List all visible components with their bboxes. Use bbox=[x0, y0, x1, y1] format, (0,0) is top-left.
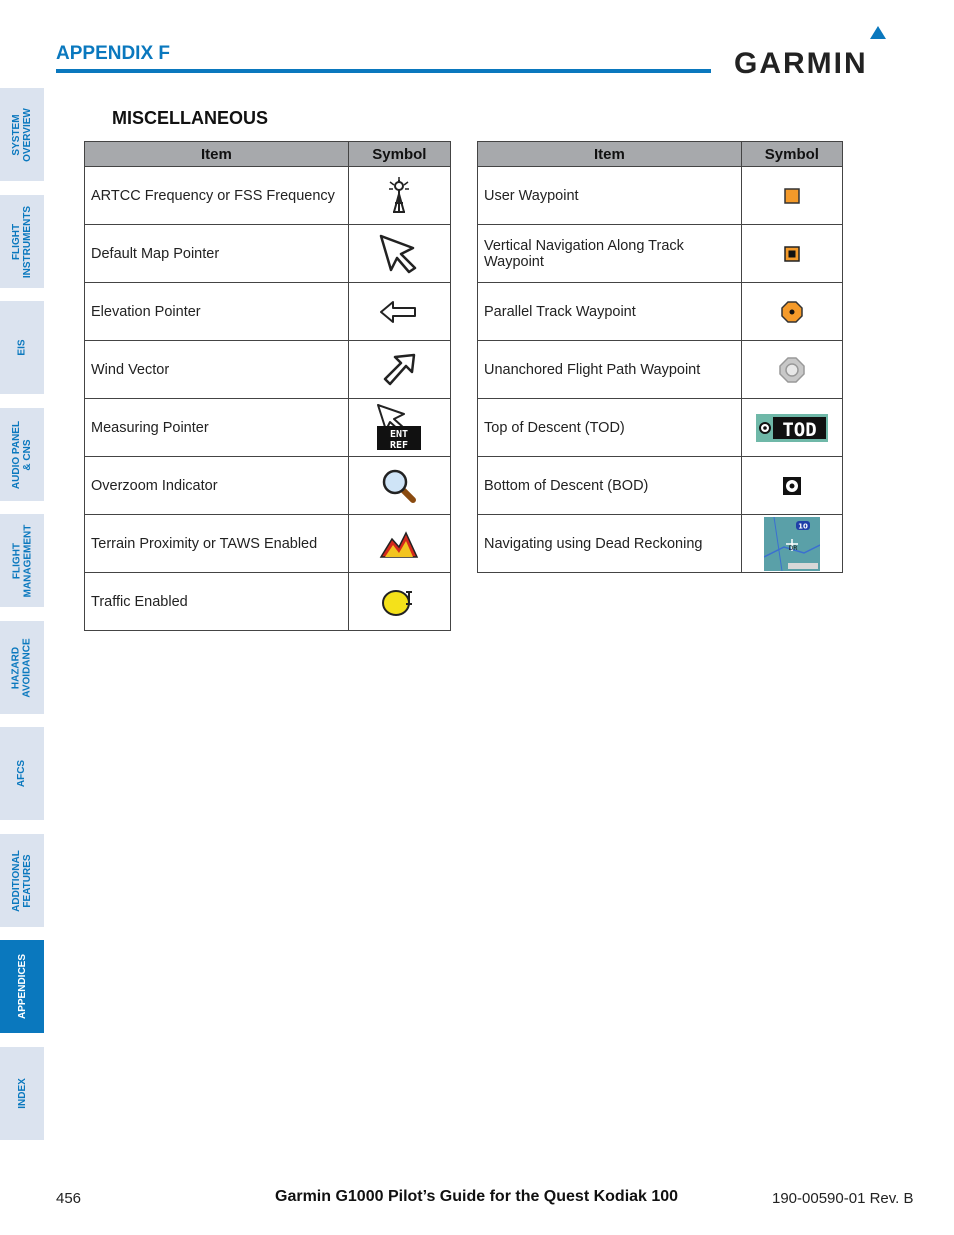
document-number: 190-00590-01 Rev. B bbox=[772, 1190, 914, 1207]
item-label: Top of Descent (TOD) bbox=[478, 399, 742, 457]
column-header-symbol: Symbol bbox=[348, 142, 450, 167]
table-row bbox=[478, 167, 843, 225]
tab-index[interactable]: INDEX bbox=[0, 1047, 44, 1140]
item-label: Parallel Track Waypoint bbox=[478, 283, 742, 341]
item-label: Traffic Enabled bbox=[85, 573, 349, 631]
svg-text:DR: DR bbox=[788, 544, 798, 552]
map-pointer-arrow-icon bbox=[377, 234, 421, 274]
table-row bbox=[85, 341, 451, 399]
section-heading: MISCELLANEOUS bbox=[112, 108, 269, 128]
header-rule bbox=[56, 69, 711, 73]
garmin-logo-triangle bbox=[870, 26, 886, 39]
terrain-mountain-icon bbox=[379, 529, 419, 559]
table-row bbox=[478, 515, 843, 573]
table-row bbox=[478, 225, 843, 283]
table-row bbox=[478, 399, 843, 457]
column-header-symbol: Symbol bbox=[741, 142, 842, 167]
item-label: ARTCC Frequency or FSS Frequency bbox=[85, 167, 349, 225]
item-label: Bottom of Descent (BOD) bbox=[478, 457, 742, 515]
item-label: Measuring Pointer bbox=[85, 399, 349, 457]
table-row bbox=[478, 283, 843, 341]
table-row bbox=[85, 225, 451, 283]
tab-flight-management[interactable]: FLIGHT MANAGEMENT bbox=[0, 514, 44, 607]
table-row bbox=[478, 457, 843, 515]
measuring-pointer-icon bbox=[374, 404, 424, 452]
svg-text:TOD: TOD bbox=[782, 418, 817, 441]
item-label: Default Map Pointer bbox=[85, 225, 349, 283]
table-header-row bbox=[478, 142, 843, 167]
item-label: Elevation Pointer bbox=[85, 283, 349, 341]
table-row bbox=[85, 457, 451, 515]
garmin-logo bbox=[734, 26, 900, 76]
table-row bbox=[478, 341, 843, 399]
svg-text:10: 10 bbox=[797, 522, 808, 530]
item-label: Wind Vector bbox=[85, 341, 349, 399]
column-header-item: Item bbox=[478, 142, 742, 167]
item-label: User Waypoint bbox=[478, 167, 742, 225]
top-of-descent-icon bbox=[756, 414, 828, 442]
column-header-item: Item bbox=[85, 142, 349, 167]
item-label: Unanchored Flight Path Waypoint bbox=[478, 341, 742, 399]
item-label: Navigating using Dead Reckoning bbox=[478, 515, 742, 573]
appendix-title: APPENDIX F bbox=[56, 43, 171, 64]
page-number: 456 bbox=[56, 1190, 82, 1207]
magnifier-icon bbox=[380, 467, 418, 505]
garmin-logo-text: GARMIN bbox=[734, 47, 868, 76]
item-label: Vertical Navigation Along Track Waypoint bbox=[478, 225, 742, 283]
tab-flight-instruments[interactable]: FLIGHT INSTRUMENTS bbox=[0, 195, 44, 288]
table-row bbox=[85, 515, 451, 573]
antenna-tower-icon bbox=[384, 176, 414, 216]
tab-additional-features[interactable]: ADDITIONAL FEATURES bbox=[0, 834, 44, 927]
tab-hazard-avoidance[interactable]: HAZARD AVOIDANCE bbox=[0, 621, 44, 714]
dead-reckoning-map-icon bbox=[764, 517, 820, 571]
table-row bbox=[85, 167, 451, 225]
item-label: Overzoom Indicator bbox=[85, 457, 349, 515]
tab-afcs[interactable]: AFCS bbox=[0, 727, 44, 820]
table-header-row bbox=[85, 142, 451, 167]
symbol-table-right bbox=[477, 141, 843, 573]
table-row bbox=[85, 573, 451, 631]
symbol-table-left bbox=[84, 141, 451, 631]
wind-vector-arrow-icon bbox=[381, 352, 417, 388]
svg-text:ENT: ENT bbox=[390, 428, 409, 440]
bottom-of-descent-icon bbox=[782, 476, 802, 496]
vnav-along-track-waypoint-icon bbox=[783, 245, 801, 263]
svg-text:REF: REF bbox=[390, 439, 409, 451]
tab-system-overview[interactable]: SYSTEM OVERVIEW bbox=[0, 88, 44, 181]
tab-audio-panel[interactable]: AUDIO PANEL & CNS bbox=[0, 408, 44, 501]
tab-appendices[interactable]: APPENDICES bbox=[0, 940, 44, 1033]
traffic-icon bbox=[379, 586, 419, 618]
table-row bbox=[85, 283, 451, 341]
tab-eis[interactable]: EIS bbox=[0, 301, 44, 394]
table-row bbox=[85, 399, 451, 457]
document-title: Garmin G1000 Pilot’s Guide for the Quest Kodiak 100 bbox=[275, 1188, 679, 1205]
user-waypoint-icon bbox=[783, 187, 801, 205]
elevation-pointer-icon bbox=[379, 300, 419, 324]
parallel-track-waypoint-icon bbox=[780, 300, 804, 324]
item-label: Terrain Proximity or TAWS Enabled bbox=[85, 515, 349, 573]
unanchored-waypoint-icon bbox=[778, 356, 806, 384]
